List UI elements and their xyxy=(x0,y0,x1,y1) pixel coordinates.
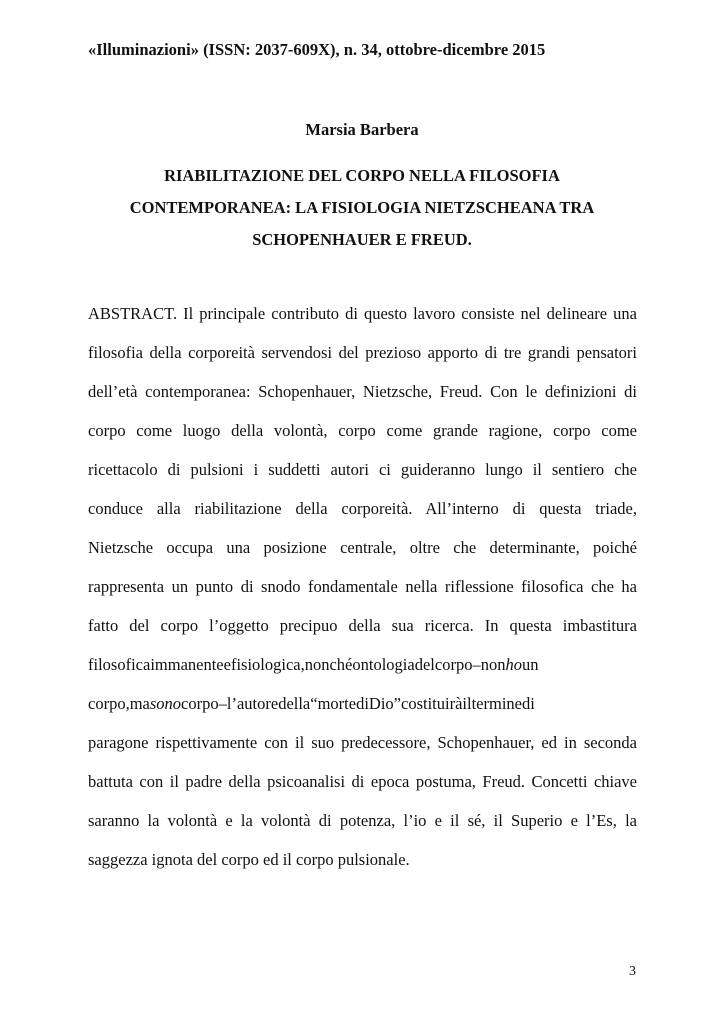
abstract-word-text: non xyxy=(480,655,506,674)
abstract-word xyxy=(150,655,223,674)
abstract-line: filosofia della corporeità servendosi del prezioso apporto di tre grandi pensatori xyxy=(88,343,637,362)
abstract-line xyxy=(88,684,637,723)
abstract-word xyxy=(472,655,480,674)
paper-title xyxy=(88,160,636,256)
abstract-word xyxy=(130,694,150,713)
abstract-italic-word: sono xyxy=(149,694,182,713)
abstract-word-text: del xyxy=(414,655,435,674)
abstract-line: conduce alla riabilitazione della corporeità. All’interno di questa triade, xyxy=(88,499,637,518)
title-line: CONTEMPORANEA: LA FISIOLOGIA NIETZSCHEANA TRA xyxy=(129,198,595,217)
abstract-word xyxy=(310,694,356,713)
author-name: Marsia Barbera xyxy=(305,120,419,139)
abstract-word-text: della xyxy=(278,694,311,713)
abstract-line: rappresenta un punto di snodo fondamentale nella riflessione filosofica che ha xyxy=(88,577,637,596)
abstract-word-text: il xyxy=(462,694,472,713)
abstract-word xyxy=(305,655,353,674)
abstract-word-text: immanente xyxy=(150,655,224,674)
abstract-paragraph xyxy=(88,294,637,879)
abstract-line: saranno la volontà e la volontà di potenza, l’io e il sé, il Superio e l’Es, la xyxy=(88,811,637,830)
abstract-word-text: corpo, xyxy=(88,694,130,713)
abstract-word xyxy=(401,694,462,713)
abstract-word xyxy=(88,655,150,674)
abstract-line: Nietzsche occupa una posizione centrale, oltre che determinante, poiché xyxy=(88,538,637,557)
title-line: RIABILITAZIONE DEL CORPO NELLA FILOSOFIA xyxy=(164,166,560,185)
abstract-word xyxy=(278,694,310,713)
abstract-word xyxy=(356,694,369,713)
abstract-word xyxy=(522,694,535,713)
abstract-line xyxy=(88,645,637,684)
abstract-word xyxy=(505,655,522,674)
abstract-word xyxy=(435,655,473,674)
abstract-word xyxy=(181,694,219,713)
abstract-word-text: nonché xyxy=(304,655,353,674)
title-line: SCHOPENHAUER E FREUD. xyxy=(252,230,472,249)
abstract-italic-word: ho xyxy=(505,655,522,674)
abstract-word xyxy=(522,655,539,674)
abstract-word-text: costituirà xyxy=(401,694,463,713)
abstract-word xyxy=(231,655,305,674)
abstract-word-text: di xyxy=(356,694,369,713)
abstract-word-text: filosofica xyxy=(88,655,151,674)
abstract-word-text: fisiologica, xyxy=(230,655,305,674)
abstract-word xyxy=(150,694,181,713)
abstract-word xyxy=(224,655,231,674)
abstract-word-text: l’autore xyxy=(226,694,279,713)
abstract-word-text: Dio” xyxy=(368,694,401,713)
abstract-word-text: “morte xyxy=(310,694,357,713)
abstract-line: ricettacolo di pulsioni i suddetti autori ci guideranno lungo il sentiero che xyxy=(88,460,637,479)
abstract-line: paragone rispettivamente con il suo predecessore, Schopenhauer, ed in seconda xyxy=(88,733,637,752)
abstract-word xyxy=(415,655,435,674)
abstract-word-text: ontologia xyxy=(352,655,415,674)
abstract-word xyxy=(352,655,414,674)
abstract-word xyxy=(481,655,506,674)
abstract-line: corpo come luogo della volontà, corpo come grande ragione, corpo come xyxy=(88,421,637,440)
abstract-line: battuta con il padre della psicoanalisi di epoca postuma, Freud. Concetti chiave xyxy=(88,772,637,791)
abstract-line: fatto del corpo l’oggetto precipuo della sua ricerca. In questa imbastitura xyxy=(88,616,637,635)
abstract-word xyxy=(462,694,471,713)
abstract-word-text: corpo xyxy=(434,655,473,674)
abstract-word-text: ma xyxy=(129,694,150,713)
abstract-word-text: un xyxy=(521,655,539,674)
abstract-word xyxy=(227,694,278,713)
abstract-line: saggezza ignota del corpo ed il corpo pulsionale. xyxy=(88,850,410,869)
abstract-word-text: di xyxy=(521,694,535,713)
abstract-line: ABSTRACT. Il principale contributo di questo lavoro consiste nel delineare una xyxy=(88,304,637,323)
abstract-word xyxy=(369,694,401,713)
abstract-word xyxy=(472,694,522,713)
abstract-word xyxy=(219,694,227,713)
abstract-word-text: termine xyxy=(471,694,522,713)
abstract-word-text: e xyxy=(223,655,231,674)
abstract-line: dell’età contemporanea: Schopenhauer, Nietzsche, Freud. Con le definizioni di xyxy=(88,382,637,401)
page-number: 3 xyxy=(629,964,636,979)
journal-header: «Illuminazioni» (ISSN: 2037-609X), n. 34, ottobre-dicembre 2015 xyxy=(88,40,546,59)
abstract-word-text: – xyxy=(472,655,481,674)
abstract-word-text: – xyxy=(218,694,227,713)
abstract-word-text: corpo xyxy=(181,694,219,713)
abstract-word xyxy=(88,694,130,713)
